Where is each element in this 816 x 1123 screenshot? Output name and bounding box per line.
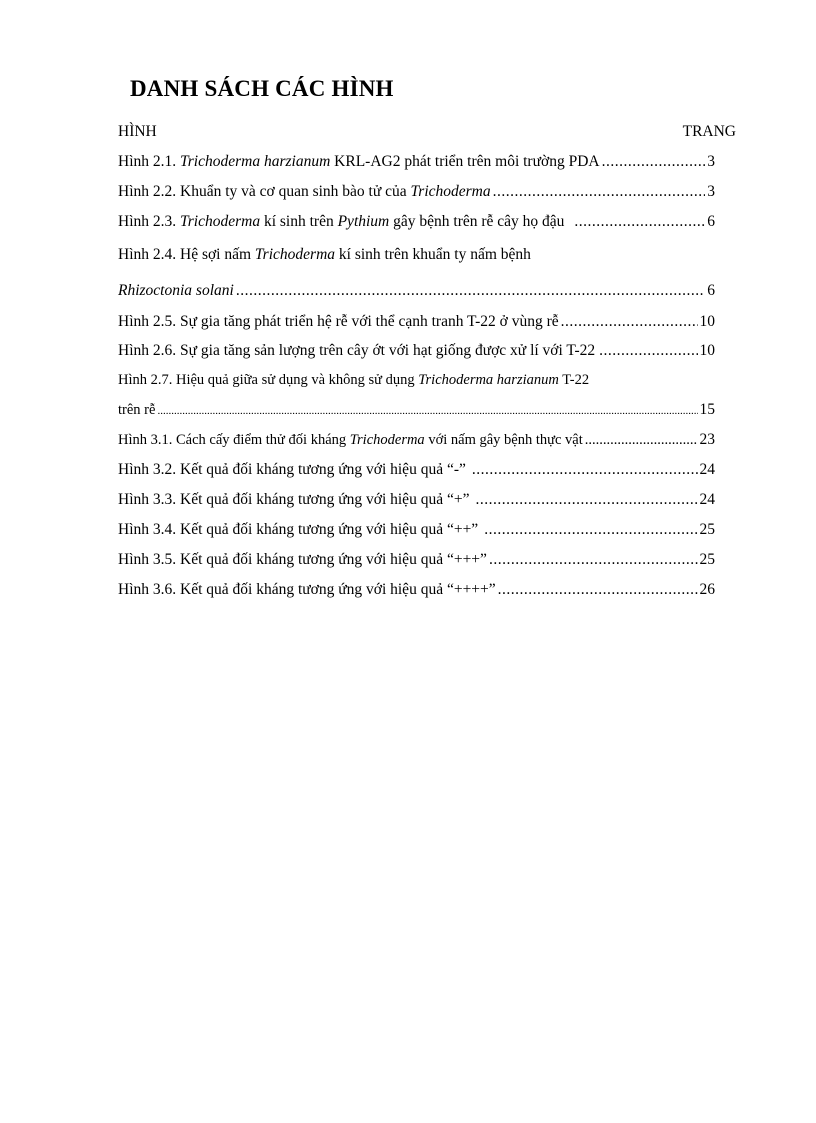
leader-dots: [602, 153, 706, 171]
leader-dots: [599, 342, 697, 360]
toc-entry-3-1[interactable]: Hình 3.1. Cách cấy điểm thử đối kháng Trichoderma với nấm gây bệnh thực vật ..... 23: [118, 431, 715, 449]
page-number: 25: [699, 521, 715, 538]
toc-entry-2-5[interactable]: Hình 2.5. Sự gia tăng phát triển hệ rễ với thể cạnh tranh T-22 ở vùng rễ ..... 10: [118, 313, 715, 331]
toc-entry-3-3[interactable]: Hình 3.3. Kết quả đối kháng tương ứng với hiệu quả “+” ..... 24: [118, 491, 715, 509]
toc-entry-2-3[interactable]: Hình 2.3. Trichoderma kí sinh trên Pythium gây bệnh trên rễ cây họ đậu ..... 6: [118, 213, 715, 231]
column-headers: [118, 123, 736, 141]
leader-dots: [157, 405, 697, 417]
page-number: 10: [699, 342, 715, 359]
page-number: 24: [699, 491, 715, 508]
page-title: DANH SÁCH CÁC HÌNH: [130, 76, 394, 101]
toc-entry-3-5[interactable]: Hình 3.5. Kết quả đối kháng tương ứng với hiệu quả “+++” ..... 25: [118, 551, 715, 569]
page-number: 3: [707, 153, 715, 170]
header-figure: HÌNH: [118, 123, 157, 140]
page-number: 26: [699, 581, 715, 598]
leader-dots: [472, 461, 698, 479]
toc-entry-3-6[interactable]: Hình 3.6. Kết quả đối kháng tương ứng với hiệu quả “++++” ..... 26: [118, 581, 715, 599]
toc-entry-3-4[interactable]: Hình 3.4. Kết quả đối kháng tương ứng với hiệu quả “++” ..... 25: [118, 521, 715, 539]
toc-entry-2-4-cont[interactable]: Rhizoctonia solani ..... 6: [118, 282, 715, 300]
page-number: 6: [707, 282, 715, 299]
page-number: 23: [699, 431, 715, 448]
page-number: 24: [699, 461, 715, 478]
toc-entry-2-7-cont[interactable]: trên rễ ..... 15: [118, 401, 715, 419]
page-number: 15: [699, 401, 715, 418]
leader-dots: [498, 581, 698, 599]
toc-entry-2-1[interactable]: Hình 2.1. Trichoderma harzianum KRL-AG2 phát triển trên môi trường PDA ..... 3: [118, 153, 715, 171]
page-number: 10: [699, 313, 715, 330]
toc-entry-2-6[interactable]: Hình 2.6. Sự gia tăng sản lượng trên cây ớt với hạt giống được xử lí với T-22 ..... 10: [118, 342, 715, 360]
page-number: 3: [707, 183, 715, 200]
page-number: 6: [707, 213, 715, 230]
toc-entry-2-7[interactable]: Hình 2.7. Hiệu quả giữa sử dụng và không sử dụng Trichoderma harzianum T-22: [118, 372, 590, 388]
leader-dots: [561, 313, 698, 331]
leader-dots: [585, 432, 698, 449]
leader-dots: [493, 183, 706, 201]
leader-dots: [236, 282, 705, 300]
header-page: TRANG: [682, 123, 736, 140]
toc-entry-2-2[interactable]: Hình 2.2. Khuẩn ty và cơ quan sinh bào tử của Trichoderma ..... 3: [118, 183, 715, 201]
toc-entry-3-2[interactable]: Hình 3.2. Kết quả đối kháng tương ứng với hiệu quả “-” ..... 24: [118, 461, 715, 479]
page-number: 25: [699, 551, 715, 568]
leader-dots: [484, 521, 697, 539]
leader-dots: [475, 491, 697, 509]
toc-entry-2-4[interactable]: Hình 2.4. Hệ sợi nấm Trichoderma kí sinh trên khuẩn ty nấm bệnh: [118, 246, 531, 263]
leader-dots: [489, 551, 698, 569]
leader-dots: [574, 213, 705, 231]
